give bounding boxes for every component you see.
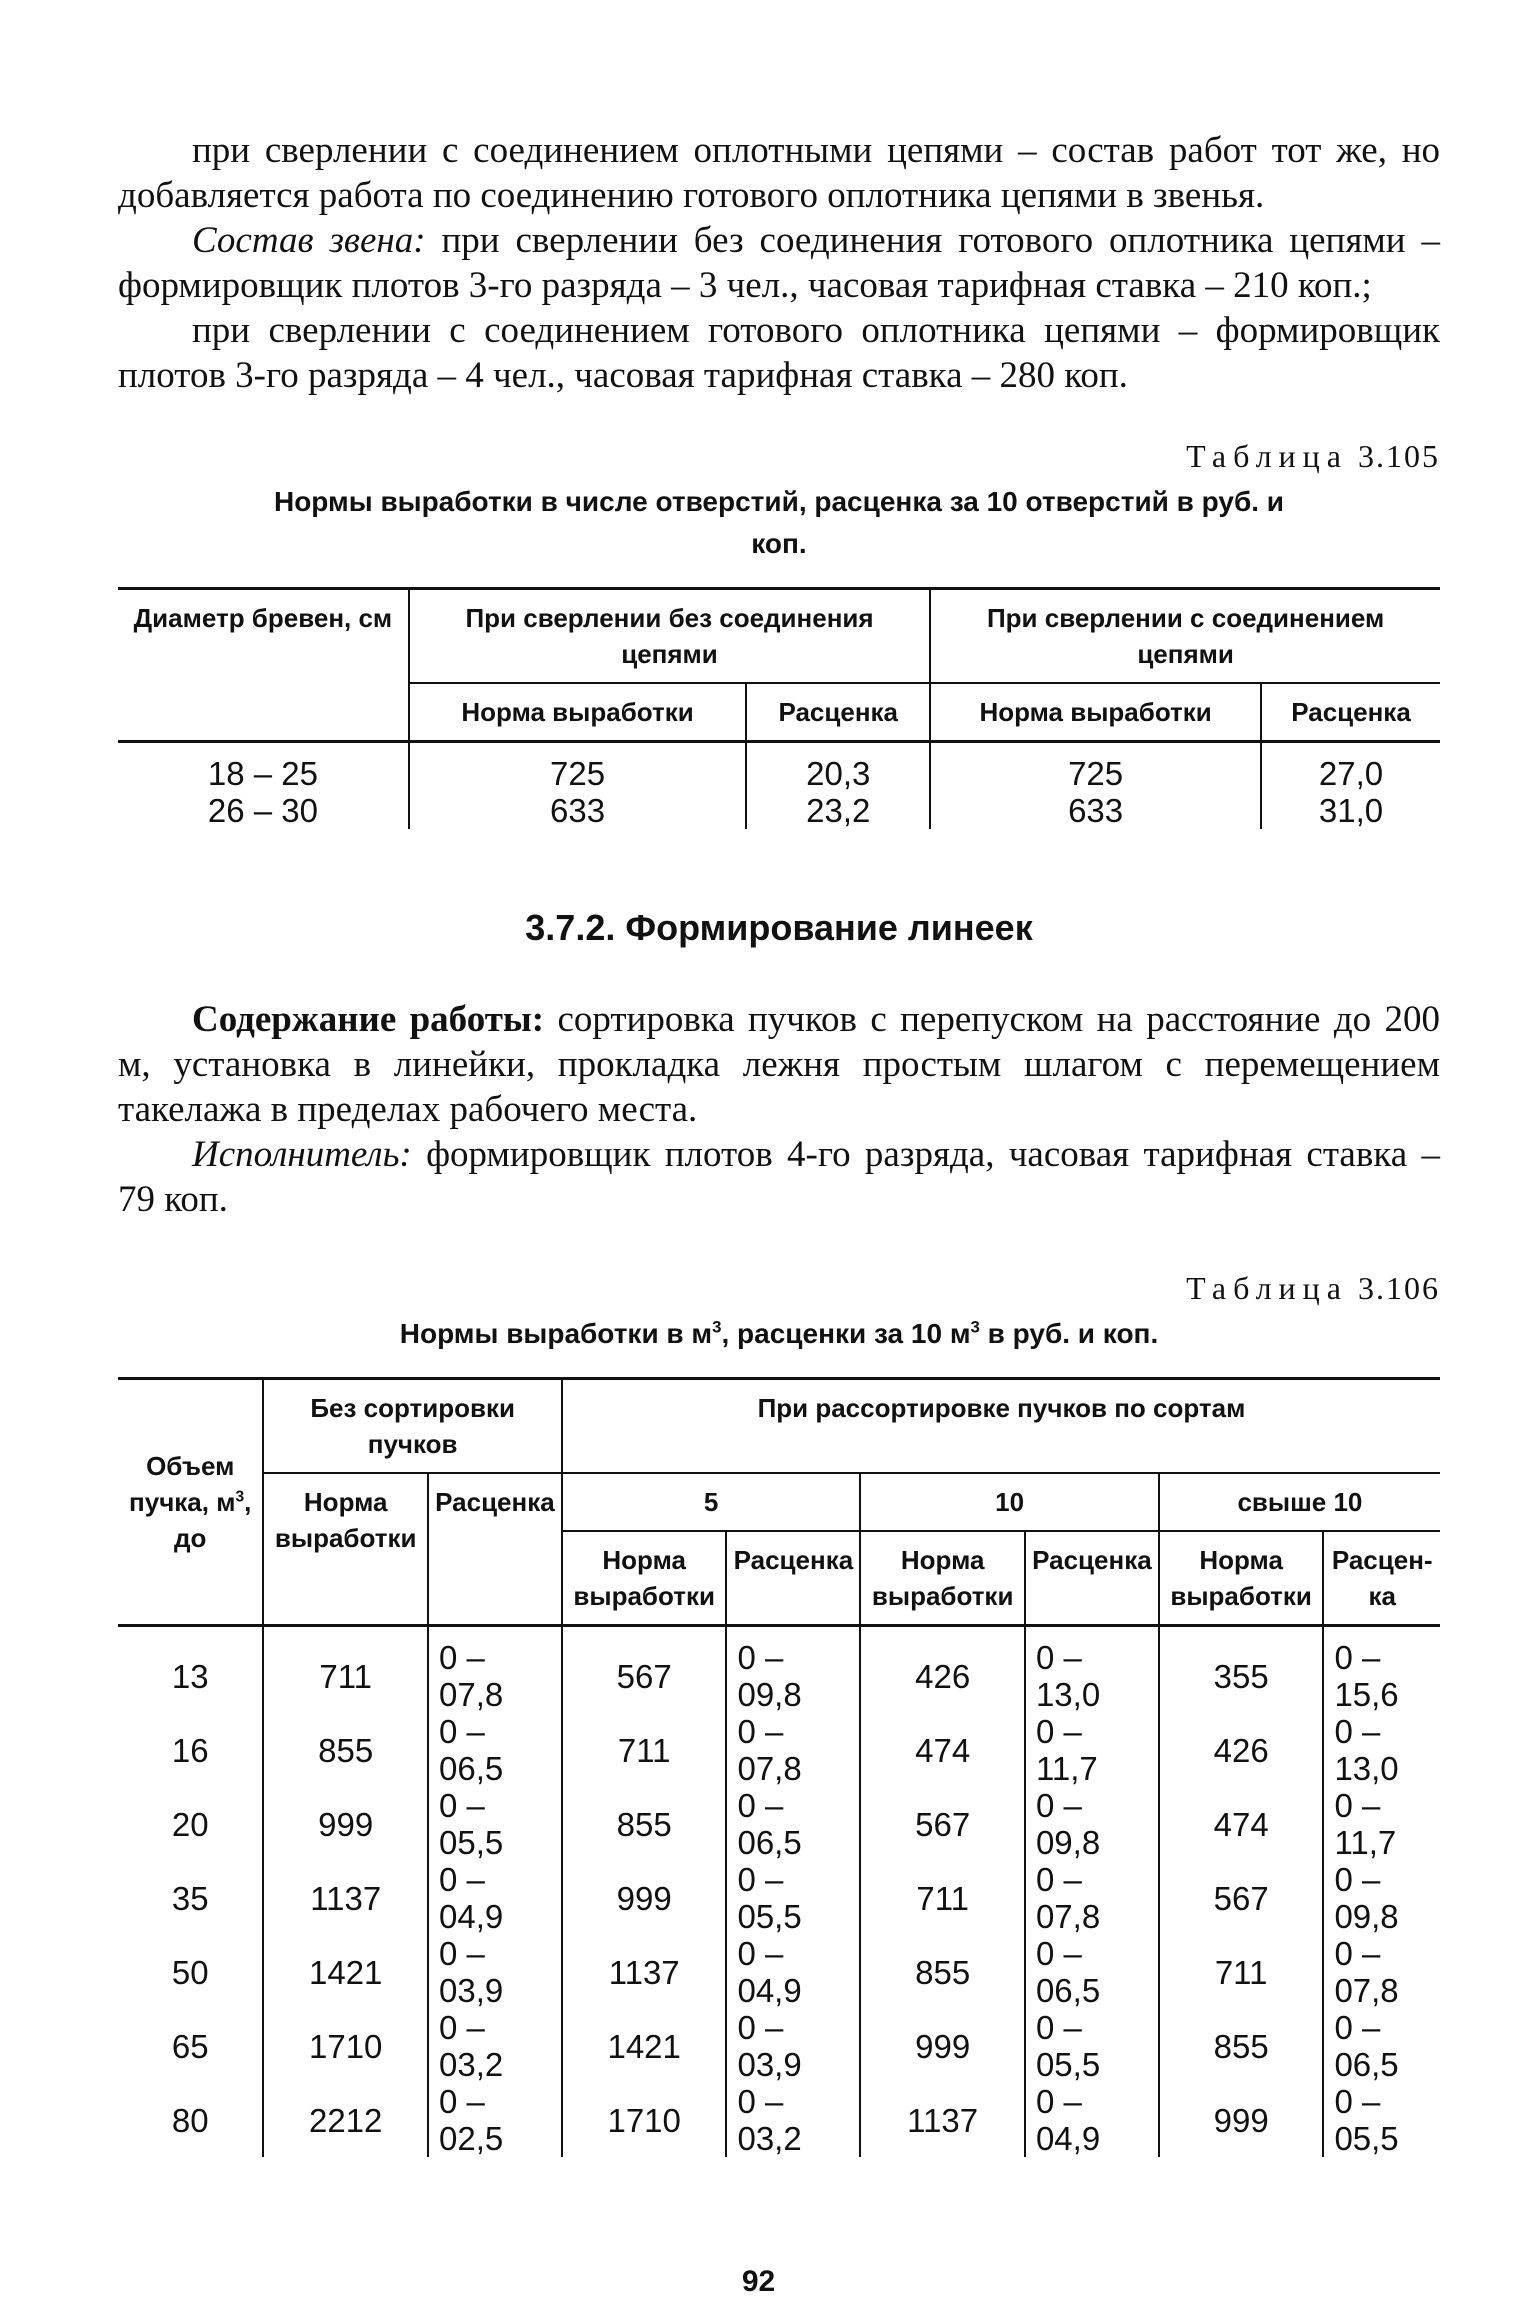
- header-rate: Расценка: [746, 683, 930, 742]
- table-row: [118, 2009, 1440, 2083]
- header-sort-5: 5: [562, 1473, 860, 1531]
- header-diameter: Диаметр бревен, см: [133, 603, 393, 633]
- table1-title: Нормы выработки в числе отверстий, расценка за 10 отверстий в руб. и коп.: [273, 486, 1285, 559]
- cell: 999: [860, 2009, 1025, 2083]
- header-norm: Норма выработки: [263, 1473, 428, 1626]
- cell: 27,0: [1261, 742, 1440, 793]
- cell: 65: [171, 2027, 209, 2065]
- cell: 16: [171, 1731, 209, 1769]
- cell: 567: [860, 1787, 1025, 1861]
- cell: 1137: [263, 1861, 428, 1935]
- header-rate: Расценка: [726, 1531, 860, 1626]
- cell: 0 – 06,5: [1025, 1935, 1159, 2009]
- intro-paragraph-1: при сверлении с соединением оплотными цепями – состав работ тот же, но добавляется работа по соединению готового оплотника цепями в звенья.: [118, 130, 1440, 216]
- header-no-sort: Без сортировки пучков: [263, 1379, 561, 1474]
- cell: 633: [409, 792, 746, 829]
- cell: 725: [930, 742, 1261, 793]
- cell: 567: [562, 1626, 727, 1714]
- cell: 80: [171, 2101, 209, 2139]
- cell: 50: [171, 1953, 209, 1991]
- cell: 0 – 09,8: [1323, 1861, 1440, 1935]
- content-text: сортировка пучков с перепуском на расстояние до 200 м, установка в линейки, прокладка лежня простым шлагом с перемещением такелажа в пределах рабочего места.: [118, 999, 1440, 1130]
- cell: 23,2: [746, 792, 930, 829]
- header-norm: Норма выработки: [562, 1531, 727, 1626]
- cell: 1710: [263, 2009, 428, 2083]
- cell: 0 – 05,5: [1323, 2083, 1440, 2157]
- cell: 0 – 03,9: [726, 2009, 860, 2083]
- cell: 0 – 05,5: [428, 1787, 562, 1861]
- cell: 0 – 02,5: [428, 2083, 562, 2157]
- header-norm: Норма выработки: [860, 1531, 1025, 1626]
- cell: 0 – 07,8: [726, 1713, 860, 1787]
- table-3-106: [118, 1377, 1440, 2157]
- intro-paragraph-3: при сверлении с соединением готового оплотника цепями – формировщик плотов 3-го разряда – 4 чел., часовая тарифная ставка – 280 коп.: [118, 310, 1440, 396]
- header-sort-10: 10: [860, 1473, 1158, 1531]
- header-with-sort: При рассортировке пучков по сортам: [562, 1379, 1440, 1474]
- table-row: [118, 1935, 1440, 2009]
- cell: 0 – 07,8: [428, 1626, 562, 1714]
- cell: 426: [1159, 1713, 1324, 1787]
- header-volume: Объем пучка, $м^3$, до: [129, 1451, 252, 1553]
- cell: 0 – 04,9: [1025, 2083, 1159, 2157]
- cell: 0 – 07,8: [1025, 1861, 1159, 1935]
- cell: 20: [171, 1805, 209, 1843]
- table-row: [118, 1861, 1440, 1935]
- cell: 711: [1159, 1935, 1324, 2009]
- table1-label: Таблица 3.105: [1186, 438, 1440, 474]
- cell: 0 – 07,8: [1323, 1935, 1440, 2009]
- crew-label: Состав звена:: [192, 220, 426, 261]
- cell: 1421: [562, 2009, 727, 2083]
- cell: 0 – 03,2: [428, 2009, 562, 2083]
- section-heading: 3.7.2. Формирование линеек: [525, 907, 1033, 948]
- table2-label: Таблица 3.106: [1186, 1270, 1440, 1306]
- cell: 0 – 15,6: [1323, 1626, 1440, 1714]
- header-rate: Расцен-ка: [1323, 1531, 1440, 1626]
- table-row: [118, 792, 1440, 829]
- cell: 0 – 06,5: [726, 1787, 860, 1861]
- header-norm: Норма выработки: [930, 683, 1261, 742]
- content-paragraph: [118, 997, 1440, 1132]
- header-sort-over-10: свыше 10: [1159, 1473, 1440, 1531]
- executor-paragraph: [118, 1132, 1440, 1222]
- cell: 1710: [562, 2083, 727, 2157]
- cell: 999: [263, 1787, 428, 1861]
- cell: 0 – 11,7: [1025, 1713, 1159, 1787]
- intro-paragraph-2: [118, 218, 1440, 308]
- cell: 31,0: [1261, 792, 1440, 829]
- header-norm: Норма выработки: [1159, 1531, 1324, 1626]
- table-3-105: [118, 587, 1440, 829]
- cell: 0 – 04,9: [726, 1935, 860, 2009]
- cell: 1137: [562, 1935, 727, 2009]
- cell: 0 – 03,9: [428, 1935, 562, 2009]
- cell: 2212: [263, 2083, 428, 2157]
- cell: 0 – 05,5: [726, 1861, 860, 1935]
- cell: 0 – 13,0: [1323, 1713, 1440, 1787]
- cell: 999: [1159, 2083, 1324, 2157]
- header-group-with-chain: При сверлении с соединением цепями: [930, 589, 1440, 684]
- header-rate: Расценка: [428, 1473, 562, 1626]
- executor-text: формировщик плотов 4-го разряда, часовая тарифная ставка – 79 коп.: [118, 1134, 1440, 1220]
- cell: 999: [562, 1861, 727, 1935]
- cell: 0 – 11,7: [1323, 1787, 1440, 1861]
- cell: 1137: [860, 2083, 1025, 2157]
- cell: 725: [409, 742, 746, 793]
- cell: 474: [1159, 1787, 1324, 1861]
- cell: 633: [930, 792, 1261, 829]
- table-row: [118, 1626, 1440, 1714]
- cell: 711: [860, 1861, 1025, 1935]
- cell: 567: [1159, 1861, 1324, 1935]
- table-row: [118, 1787, 1440, 1861]
- cell: 0 – 03,2: [726, 2083, 860, 2157]
- cell: 0 – 05,5: [1025, 2009, 1159, 2083]
- cell: 426: [860, 1626, 1025, 1714]
- table-row: [118, 742, 1440, 793]
- table-row: [118, 2083, 1440, 2157]
- cell: 0 – 09,8: [726, 1626, 860, 1714]
- cell: 855: [263, 1713, 428, 1787]
- content-label: Содержание работы:: [192, 999, 545, 1040]
- cell: 855: [1159, 2009, 1324, 2083]
- cell: 855: [562, 1787, 727, 1861]
- crew-text: при сверлении без соединения готового оплотника цепями – формировщик плотов 3-го разряда – 3 чел., часовая тарифная ставка – 210 коп.;: [118, 220, 1440, 306]
- page-number: 92: [741, 2265, 776, 2298]
- header-norm: Норма выработки: [409, 683, 746, 742]
- cell: 0 – 04,9: [428, 1861, 562, 1935]
- cell: 711: [562, 1713, 727, 1787]
- cell: 1421: [263, 1935, 428, 2009]
- cell: 0 – 06,5: [428, 1713, 562, 1787]
- header-group-no-chain: При сверлении без соединения цепями: [409, 589, 930, 684]
- header-rate: Расценка: [1025, 1531, 1159, 1626]
- cell: 18 – 25: [118, 742, 409, 793]
- cell: 26 – 30: [207, 792, 318, 829]
- cell: 0 – 13,0: [1025, 1626, 1159, 1714]
- cell: 474: [860, 1713, 1025, 1787]
- cell: 0 – 06,5: [1323, 2009, 1440, 2083]
- table2-title: Нормы выработки в $м^3$, расценки за 10 $м^3$ в руб. и коп.: [399, 1317, 1159, 1349]
- executor-label: Исполнитель:: [192, 1134, 412, 1175]
- header-rate: Расценка: [1261, 683, 1440, 742]
- cell: 0 – 09,8: [1025, 1787, 1159, 1861]
- table-row: [118, 1713, 1440, 1787]
- cell: 35: [171, 1879, 209, 1917]
- page-body: [118, 128, 1440, 2157]
- cell: 855: [860, 1935, 1025, 2009]
- cell: 13: [118, 1626, 263, 1714]
- cell: 711: [263, 1626, 428, 1714]
- cell: 20,3: [746, 742, 930, 793]
- cell: 355: [1159, 1626, 1324, 1714]
